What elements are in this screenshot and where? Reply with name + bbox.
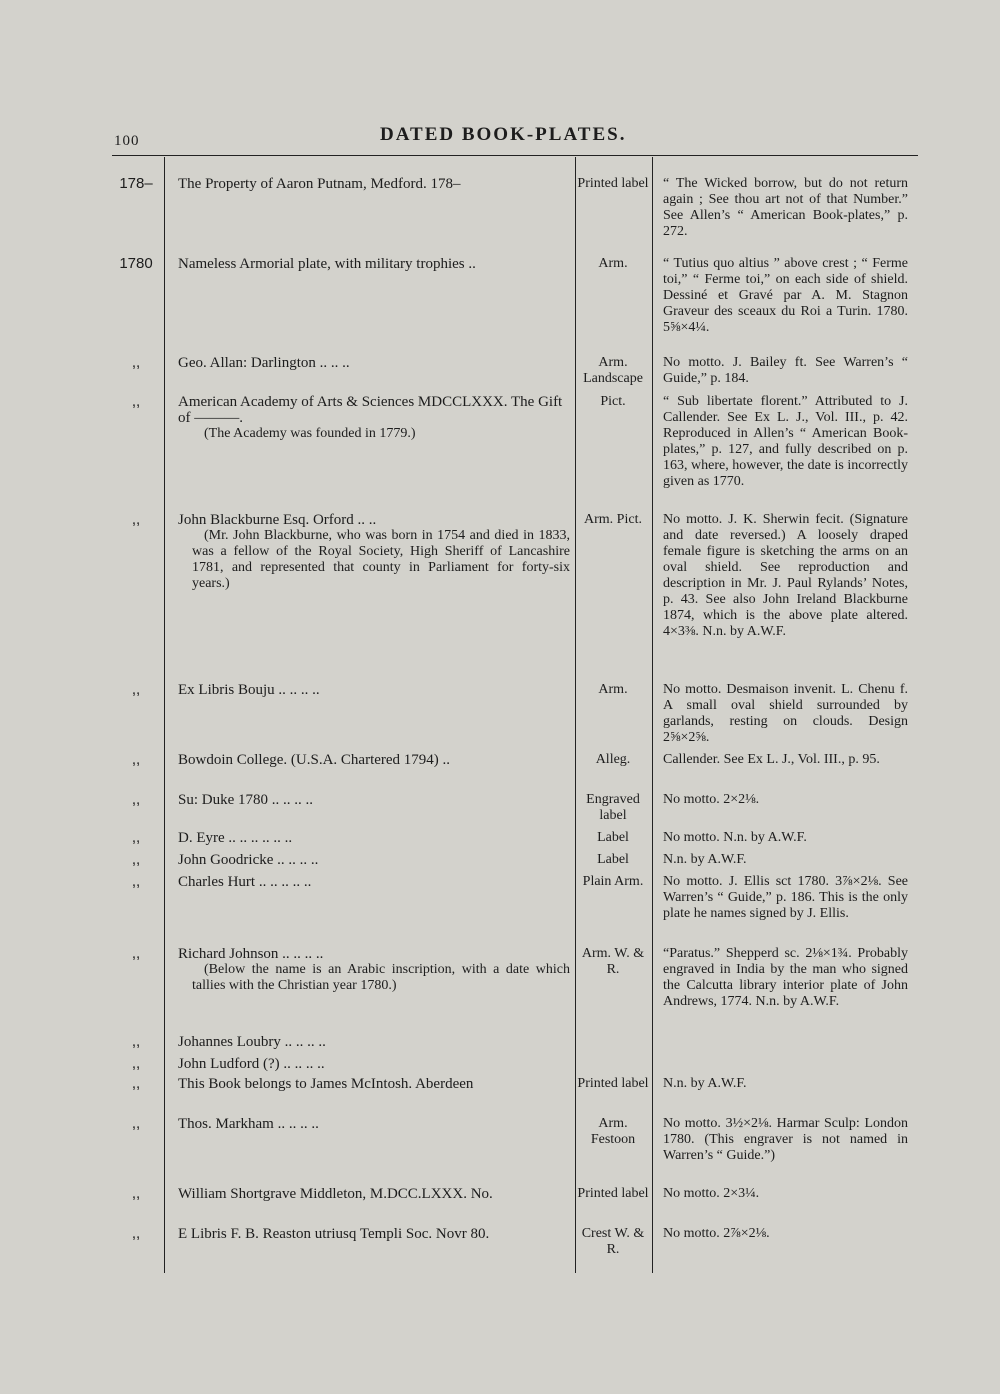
entry-title: [178, 946, 570, 994]
entry-description: No motto. 2⅞×2⅛.: [663, 1226, 770, 1241]
entry-description: “ The Wicked borrow, but do not return again ; See thou art not of that Number.” See Allen’s “ American Book-plates,” p. 272.: [663, 176, 908, 239]
entry-title: [178, 752, 570, 768]
entry-title-text: American Academy of Arts & Sciences MDCCLXXX. The Gift of ———.: [178, 394, 563, 426]
entry-title-text: D. Eyre .. .. .. .. .. ..: [178, 830, 293, 846]
entry-title: [178, 176, 570, 192]
entry-type: Arm. Landscape: [583, 355, 643, 386]
entry-type: Plain Arm.: [582, 874, 644, 889]
entry-date: ,,: [131, 1185, 141, 1202]
entry-date: 178–: [119, 175, 153, 192]
entry-title-text: Thos. Markham .. .. .. ..: [178, 1116, 319, 1132]
entry-title: [178, 1034, 570, 1050]
entry-description: No motto. J. Bailey ft. See Warren’s “ Guide,” p. 184.: [663, 355, 908, 386]
entry-type: Arm.: [598, 256, 628, 271]
entry-type: Arm. Pict.: [584, 512, 642, 527]
entry-title: [178, 1056, 570, 1072]
page-number: 100: [114, 133, 140, 149]
entry-title-text: This Book belongs to James McIntosh. Aberdeen: [178, 1076, 474, 1092]
entry-title-text: Richard Johnson .. .. .. ..: [178, 946, 324, 962]
entry-title-text: William Shortgrave Middleton, M.DCC.LXXX. No.: [178, 1186, 493, 1202]
entry-title: [178, 874, 570, 890]
entry-title: [178, 1076, 570, 1092]
column-rule-title: [575, 157, 576, 1273]
entry-description: No motto. Desmaison invenit. L. Chenu f. A small oval shield surrounded by garlands, resting on clouds. Design 2⅝×2⅝.: [663, 682, 908, 745]
entry-title: [178, 682, 570, 698]
entry-date: ,,: [131, 1115, 141, 1132]
entry-note: (The Academy was founded in 1779.): [204, 426, 416, 441]
entry-title-text: John Goodricke .. .. .. ..: [178, 852, 319, 868]
entry-date: ,,: [131, 751, 141, 768]
entry-date: ,,: [131, 945, 141, 962]
entry-title: [178, 1116, 570, 1132]
entry-description: No motto. J. K. Sherwin fecit. (Signature and date reversed.) A loosely draped female figure is sketching the arms on an oval shield. See reproduction and description in Mr. J. Paul Rylands’ Notes, p. 43. See also John Ireland Blackburne 1874, which is the above plate altered. 4×3⅜. N.n. by A.W.F.: [663, 512, 908, 639]
column-rule-type: [652, 157, 653, 1273]
entry-type: Printed label: [577, 1076, 649, 1091]
entry-type: Crest W. & R.: [581, 1226, 645, 1257]
entry-title: [178, 792, 570, 808]
entry-title: [178, 852, 570, 868]
entry-type: Pict.: [600, 394, 626, 409]
header-rule: [112, 155, 918, 156]
entry-type: Arm. Festoon: [590, 1116, 636, 1147]
entry-date: 1780: [119, 255, 153, 272]
entry-type: Arm.: [598, 682, 628, 697]
entry-type: Label: [597, 852, 629, 867]
entry-title: [178, 394, 570, 442]
entry-description: No motto. 2×2⅛.: [663, 792, 760, 807]
entry-description: “ Tutius quo altius ” above crest ; “ Ferme toi,” “ Ferme toi,” on each side of shield. Dessiné et Gravé par A. M. Stagnon Graveur des sceaux du Roi a Turin. 1780. 5⅝×4¼.: [663, 256, 908, 335]
entry-type: Engraved label: [586, 792, 640, 823]
entry-type: Label: [597, 830, 629, 845]
entry-title-text: Bowdoin College. (U.S.A. Chartered 1794) ..: [178, 752, 451, 768]
entry-type: Arm. W. & R.: [581, 946, 645, 977]
entry-description: No motto. 2×3¼.: [663, 1186, 760, 1201]
entry-description: Callender. See Ex L. J., Vol. III., p. 95.: [663, 752, 880, 767]
entry-description: “ Sub libertate florent.” Attributed to J. Callender. See Ex L. J., Vol. III., p. 42. Reproduced in Allen’s “ American Book-plates,” p. 127, and fully described on p. 163, where, however, the date is incorrectly given as 1770.: [663, 394, 908, 489]
entry-title: [178, 256, 570, 272]
entry-description: No motto. J. Ellis sct 1780. 3⅞×2⅛. See Warren’s “ Guide,” p. 186. This is the only plate he names signed by J. Ellis.: [663, 874, 908, 921]
entry-description: No motto. 3½×2⅛. Harmar Sculp: London 1780. (This engraver is not named in Warren’s “ Guide.”): [663, 1116, 908, 1163]
entry-title: [178, 355, 570, 371]
running-head: DATED BOOK-PLATES.: [380, 124, 627, 145]
entry-description: N.n. by A.W.F.: [663, 1076, 747, 1091]
entry-title-text: John Blackburne Esq. Orford .. ..: [178, 512, 377, 528]
entry-title-text: Geo. Allan: Darlington .. .. ..: [178, 355, 350, 371]
entry-title: [178, 512, 570, 592]
entry-description: N.n. by A.W.F.: [663, 852, 747, 867]
entry-date: ,,: [131, 393, 141, 410]
entry-type: Printed label: [577, 1186, 649, 1201]
entry-type: Alleg.: [595, 752, 631, 767]
entry-date: ,,: [131, 354, 141, 371]
entry-description: No motto. N.n. by A.W.F.: [663, 830, 807, 845]
entry-title-text: Su: Duke 1780 .. .. .. ..: [178, 792, 313, 808]
entry-title-text: E Libris F. B. Reaston utriusq Templi Soc. Novr 80.: [178, 1226, 490, 1242]
entry-title-text: Johannes Loubry .. .. .. ..: [178, 1034, 326, 1050]
entry-date: ,,: [131, 873, 141, 890]
entry-date: ,,: [131, 851, 141, 868]
entry-note: (Below the name is an Arabic inscription, with a date which tallies with the Christian year 1780.): [192, 962, 570, 993]
entry-date: ,,: [131, 1033, 141, 1050]
entry-date: ,,: [131, 681, 141, 698]
entry-title: [178, 1226, 570, 1242]
entry-date: ,,: [131, 829, 141, 846]
entry-date: ,,: [131, 511, 141, 528]
entry-description: “Paratus.” Shepperd sc. 2⅛×1¾. Probably engraved in India by the man who signed the Calcutta library interior plate of John Andrews, 1774. N.n. by A.W.F.: [663, 946, 908, 1009]
entry-title-text: John Ludford (?) .. .. .. ..: [178, 1056, 325, 1072]
entry-date: ,,: [131, 791, 141, 808]
entry-title-text: The Property of Aaron Putnam, Medford. 178–: [178, 176, 461, 192]
entry-title-text: Charles Hurt .. .. .. .. ..: [178, 874, 312, 890]
entry-title-text: Ex Libris Bouju .. .. .. ..: [178, 682, 320, 698]
entry-date: ,,: [131, 1075, 141, 1092]
entry-title-text: Nameless Armorial plate, with military trophies ..: [178, 256, 476, 272]
entry-title: [178, 830, 570, 846]
entry-title: [178, 1186, 570, 1202]
entry-type: Printed label: [577, 176, 649, 191]
entry-note: (Mr. John Blackburne, who was born in 1754 and died in 1833, was a fellow of the Royal Society, High Sheriff of Lancashire 1781, and represented that county in Parliament for forty-six years.): [192, 528, 570, 591]
column-rule-date: [164, 157, 165, 1273]
entry-date: ,,: [131, 1055, 141, 1072]
entry-date: ,,: [131, 1225, 141, 1242]
